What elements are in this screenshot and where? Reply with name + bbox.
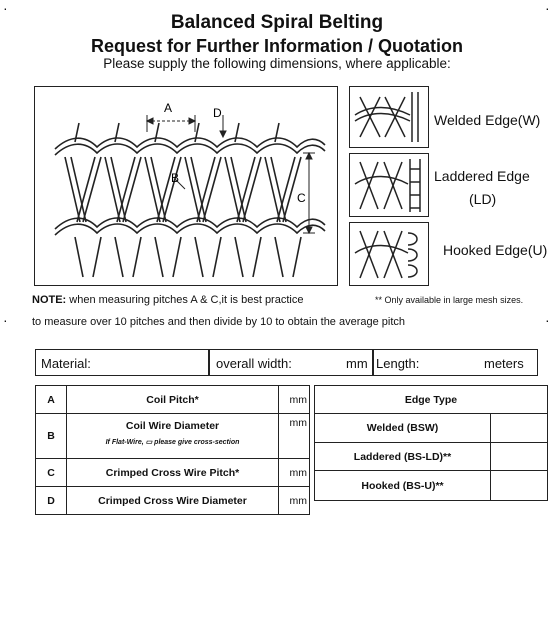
divider: [372, 350, 374, 375]
material-label: Material:: [41, 356, 91, 371]
row-label: Crimped Cross Wire Diameter: [67, 487, 279, 515]
row-sublabel: If Flat-Wire, ▭ please give cross-section: [105, 439, 240, 446]
spiral-belt-illustration: [35, 87, 336, 284]
laddered-edge-label: Laddered Edge: [434, 168, 530, 184]
belt-diagram: [34, 86, 338, 286]
page-instruction: Please supply the following dimensions, where applicable:: [103, 56, 451, 71]
edge-option-label: Laddered (BS-LD)**: [315, 443, 491, 471]
row-label: Crimped Cross Wire Pitch*: [67, 459, 279, 487]
table-row: [315, 414, 548, 443]
corner-mark: ·: [545, 0, 550, 16]
corner-mark: ·: [3, 0, 8, 16]
row-label: Coil Wire Diameter: [125, 420, 220, 432]
dimensions-table: [35, 385, 310, 515]
welded-edge-label: Welded Edge(W): [434, 112, 541, 128]
note-text: when measuring pitches A & C,it is best practice: [66, 294, 304, 306]
welded-edge-image: [349, 86, 429, 148]
row-unit: mm: [279, 386, 310, 414]
welded-edge-illustration: [350, 87, 427, 146]
page-subtitle: Request for Further Information / Quotation: [91, 36, 463, 56]
dim-label-c: C: [297, 191, 306, 205]
note-label: NOTE:: [32, 294, 67, 306]
table-row: [36, 487, 310, 515]
measurement-note-continued: to measure over 10 pitches and then divide by 10 to obtain the average pitch: [32, 316, 406, 328]
table-row: [315, 443, 548, 471]
row-code: A: [36, 386, 67, 414]
length-unit: meters: [484, 356, 524, 371]
table-row: [36, 459, 310, 487]
row-code: D: [36, 487, 67, 515]
edge-type-header: Edge Type: [315, 386, 548, 414]
table-row: [315, 386, 548, 414]
laddered-edge-image: [349, 153, 429, 217]
edge-option-label: Hooked (BS-U)**: [315, 471, 491, 501]
page-title: Balanced Spiral Belting: [170, 12, 384, 33]
overall-width-unit: mm: [346, 356, 368, 371]
edge-type-table: [314, 385, 548, 501]
laddered-edge-code: (LD): [469, 191, 497, 207]
edge-option-label: Welded (BSW): [315, 414, 491, 443]
row-code: C: [36, 459, 67, 487]
dim-label-a: A: [164, 101, 173, 115]
row-unit: mm: [279, 414, 310, 459]
table-row: [36, 386, 310, 414]
row-code: B: [36, 414, 67, 459]
laddered-edge-illustration: [350, 154, 427, 215]
dim-label-b: B: [171, 171, 180, 185]
hooked-edge-image: [349, 222, 429, 286]
hooked-edge-illustration: [350, 223, 427, 284]
margin-mark: ·: [545, 312, 550, 328]
table-row: [36, 414, 310, 459]
edge-option-checkbox[interactable]: [491, 443, 548, 471]
material-row: [35, 349, 538, 376]
measurement-note: [32, 294, 303, 306]
row-label-cell: [67, 414, 279, 459]
margin-mark: ·: [3, 312, 8, 328]
length-label: Length:: [376, 356, 420, 371]
dim-label-d: D: [213, 106, 222, 120]
table-row: [315, 471, 548, 501]
mesh-availability-note: ** Only available in large mesh sizes.: [375, 295, 524, 305]
overall-width-label: overall width:: [216, 356, 292, 371]
row-unit: mm: [279, 487, 310, 515]
row-unit: mm: [279, 459, 310, 487]
row-label: Coil Pitch*: [67, 386, 279, 414]
edge-option-checkbox[interactable]: [491, 471, 548, 501]
divider: [208, 350, 210, 375]
hooked-edge-label: Hooked Edge(U): [443, 242, 548, 258]
edge-option-checkbox[interactable]: [491, 414, 548, 443]
